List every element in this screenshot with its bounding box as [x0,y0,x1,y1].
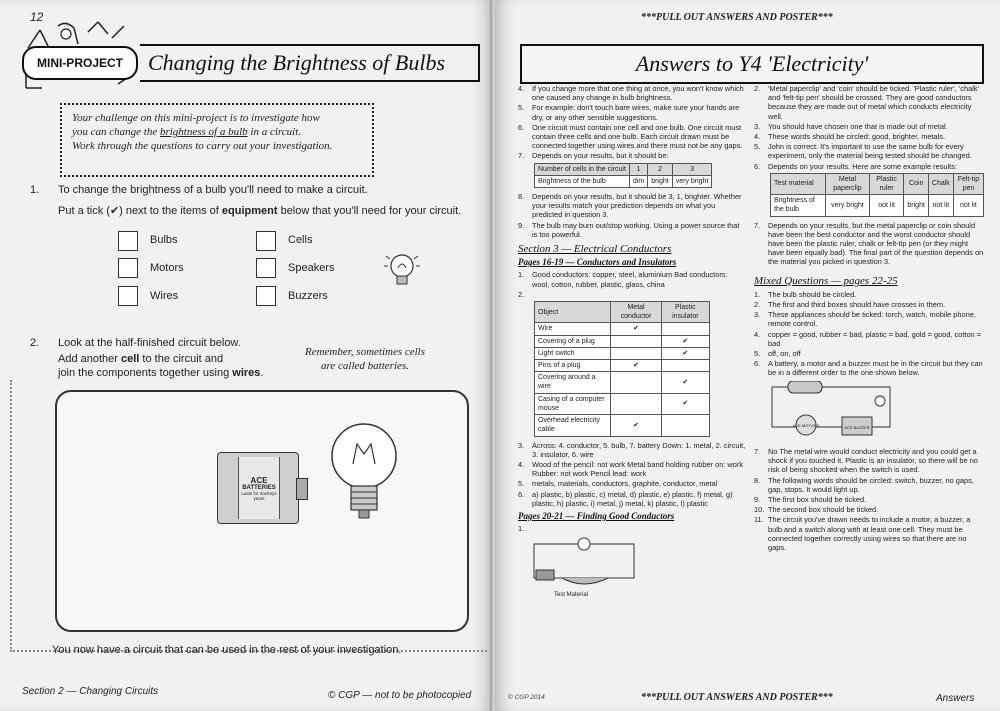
mini-project-badge: MINI-PROJECT [22,46,138,80]
table2-row [535,372,710,393]
answer-text: No The metal wire would conduct electricity and you could get a shock if you touched it. Plastic is an insulator, so there will be no risk of being shocked when the switch is used. [768,446,978,475]
answer-number: 3. [754,310,761,320]
battery-brand: ACE [250,475,268,485]
table2-cell [611,393,661,414]
table2-cell: ✔ [661,372,709,393]
table2-cell: ✔ [611,360,661,372]
answer-item [754,310,984,328]
table1-cell: dim [629,175,647,187]
answer-item [518,524,746,533]
q1-instruction-pre: Put a tick (✔) next to the items of [58,205,222,217]
table2-cell: Casing of a computer mouse [535,393,611,414]
test-material-label: Test Material [554,591,589,598]
answer-item [754,122,984,131]
answer-number: 9. [754,494,761,504]
answer-number: 6. [754,359,761,369]
table2-cell: Covering around a wire [535,372,611,393]
label-cells: Cells [288,234,313,246]
answers-footer: Answers [936,693,975,704]
answer-number: 7. [754,446,761,456]
left-page [0,0,492,711]
challenge-line-2 [72,125,362,139]
table2-cell [611,335,661,347]
question-2-number: 2. [30,337,40,349]
table3-cell: not lit [953,195,983,216]
mixed-questions-heading: Mixed Questions — pages 22-25 [754,274,898,287]
answer-text: A battery, a motor and a buzzer must be in the circuit but they can be in a different order to the one shown below. [768,359,983,378]
answer-item [518,460,746,478]
table2-cell [661,360,709,372]
table2-cell: Covering of a plug [535,335,611,347]
answer-item [518,290,746,299]
table2-cell: ✔ [661,335,709,347]
table2-header: Plastic insulator [661,302,709,323]
answer-text: Depends on your results, but it should be 3, 1, brighter. Whether your results match your prediction depends on what you predicted in question 3. [532,192,742,220]
answer-number: 1. [754,289,761,299]
right-page [496,0,1000,711]
table3-header: Metal paperclip [826,173,870,194]
q2-line2-pre: Add another [58,353,121,365]
answer-number: 8. [754,475,761,485]
table3-cell: bright [904,195,929,216]
tickbox-cells[interactable] [256,231,276,251]
answer-number: 5. [754,349,761,359]
answer-number: 5. [518,479,525,489]
table2-cell: ✔ [611,323,661,335]
answer-item [754,84,984,121]
pages-20-21-heading: Pages 20-21 — Finding Good Conductors [518,510,675,521]
answer-item [754,349,984,358]
table1-cell: bright [648,175,673,187]
table2-cell: ✔ [661,347,709,359]
answer-text: These words should be circled: good, brighter, metals. [768,132,946,142]
pull-out-header: ***PULL OUT ANSWERS AND POSTER*** [641,12,833,23]
table-conductors [534,301,710,436]
page-number: 12 [30,10,44,24]
answer-item [518,441,746,459]
answer-item [518,123,746,151]
tickbox-wires[interactable] [118,286,138,306]
answers-column-2 [754,84,984,553]
answer-number: 11. [754,515,764,525]
table3-header: Coin [904,173,929,194]
copyright: © CGP 2014 [508,694,545,701]
section-3-heading: Section 3 — Electrical Conductors [518,243,672,256]
answer-text [532,290,746,299]
answer-number: 3. [754,121,761,131]
table2-row [535,323,710,335]
answer-text: 'Metal paperclip' and 'coin' should be ticked. 'Plastic ruler', 'chalk' and 'felt-tip pen' should be crossed. They are good conductors because they are made out of metal which conducts electricity well. [768,84,979,121]
q2-line2-post: to the circuit and [139,353,224,365]
tickbox-buzzers[interactable] [256,286,276,306]
table3-header: Felt-tip pen [953,173,983,194]
battery-terminal [296,478,308,500]
battery-slogan: Lasts for donkeys years [241,490,277,501]
remember-note: Remember, sometimes cells are called batteries. [304,346,426,372]
answer-number: 5. [754,142,761,152]
answer-number: 4. [518,84,525,93]
answer-text: These appliances should be ticked: torch, watch, mobile phone, remote control. [768,310,976,329]
final-statement: You now have a circuit that can be used in the rest of your investigation. [52,644,402,656]
motor-buzzer-circuit [768,381,898,443]
table2-header: Object [535,302,611,323]
table3-header: Test material [771,173,826,194]
tickbox-speakers[interactable] [256,258,276,278]
label-wires: Wires [150,290,179,302]
table2-cell [611,347,661,359]
answer-item [754,515,984,552]
answer-text: For example: don't touch bare wires, make sure your hands are dry, or any other sensible suggestions. [532,103,740,122]
answer-text: John is correct. It's important to use the same bulb for every experiment, only the material being tested should be changed. [768,142,972,161]
battery-icon [217,452,299,524]
answer-number: 4. [754,132,761,142]
table1-cell: Brightness of the bulb [535,175,630,187]
motor-label: ACE MOTORS [792,422,820,428]
label-bulbs: Bulbs [150,234,178,246]
answer-text: The second box should be ticked. [768,505,879,515]
page-title: Changing the Brightness of Bulbs [140,44,480,82]
answer-item [754,290,984,299]
table1-header: 1 [629,163,647,175]
question-1-number: 1. [30,184,40,196]
question-2-line-2 [58,352,308,367]
answer-item [754,330,984,348]
table2-row [535,415,710,436]
answer-item [754,476,984,494]
question-2-line-1: Look at the half-finished circuit below. [58,337,241,349]
label-motors: Motors [150,262,184,274]
answer-number: 1. [518,270,525,280]
question-2-line-3 [58,366,308,381]
table2-row [535,360,710,372]
answer-text: The bulb should be circled. [768,289,857,299]
label-buzzers: Buzzers [288,290,328,302]
battery-word: BATTERIES [242,484,276,491]
challenge-line-3: Work through the questions to carry out your investigation. [72,140,333,152]
q2-line3-post: . [260,367,264,379]
answer-number: 4. [518,459,525,469]
answer-item [754,162,984,171]
challenge-line-2-pre: you can change the [72,126,160,138]
answer-number: 2. [754,300,761,310]
table2-cell [661,415,709,436]
answer-number: 10. [754,505,765,515]
pull-out-footer: ***PULL OUT ANSWERS AND POSTER*** [641,692,833,703]
answer-number: 6. [518,489,525,499]
answer-number: 6. [518,122,525,132]
tickbox-motors[interactable] [118,258,138,278]
answer-number: 2. [754,84,761,93]
answer-text: If you change more that one thing at once, you won't know which one caused any change in bulb brightness. [532,84,744,103]
answer-item [518,490,746,508]
challenge-line-1: Your challenge on this mini-project is to investigate how [72,112,320,124]
answer-number: 9. [518,220,525,230]
table2-cell: Overhead electricity cable [535,415,611,436]
pages-16-19-heading: Pages 16-19 — Conductors and Insulators [518,257,677,268]
answer-text: The first and third boxes should have crosses in them. [768,300,946,310]
table3-cell: very bright [826,195,870,216]
answer-item [754,300,984,309]
table1-header: 2 [648,163,673,175]
q2-line3-pre: join the components together using [58,367,233,379]
table2-cell: ✔ [661,393,709,414]
challenge-underlined: brightness of a bulb [159,126,248,138]
answer-item [518,84,746,102]
bulb-icon [319,414,409,534]
answer-item [518,103,746,121]
q2-line2-bold: cell [121,353,140,365]
q1-instruction-bold: equipment [221,205,278,217]
answer-number: 7. [518,151,525,161]
answer-item [754,505,984,514]
answer-text: The circuit you've drawn needs to include a motor, a buzzer, a bulb and a switch along with at least one cell. They must be connected together correctly using wires so that there are no gaps. [768,515,971,552]
answer-item [518,479,746,488]
circuit-drawing-area[interactable] [55,390,469,632]
answer-text: The bulb may burn out/stop working. Using a power source that is too powerful. [532,220,740,239]
label-speakers: Speakers [288,262,335,274]
answer-text [532,524,746,533]
answer-text: Depends on your results, but the metal paperclip or coin should have been the best conductor and the worst conductor should have been the plastic ruler, chalk or felt-tip pen (or they might have been equally bad). The final part of the question depends on the material you picked in question 3. [768,220,984,267]
table2-row [535,347,710,359]
table2-row [535,335,710,347]
table1-header: Number of cells in the circuit [535,163,630,175]
left-footer-copyright: © CGP — not to be photocopied [328,690,472,701]
tickbox-bulbs[interactable] [118,231,138,251]
answer-text: The following words should be circled: switch, buzzer, no gaps, gap, stops. It would light up. [768,475,974,494]
table2-cell: Light switch [535,347,611,359]
table3-cell: not lit [869,195,904,216]
table2-header: Metal conductor [611,302,661,323]
answer-number: 5. [518,103,525,113]
answer-text: You should have chosen one that is made out of metal. [768,121,948,131]
left-footer-section: Section 2 — Changing Circuits [22,686,159,697]
table2-cell: Wire [535,323,611,335]
table2-row [535,393,710,414]
answer-number: 6. [754,161,761,171]
answer-item [518,221,746,239]
table3-header: Plastic ruler [869,173,904,194]
table-test-materials [770,173,984,217]
answer-number: 8. [518,192,525,202]
q1-instruction-post: below that you'll need for your circuit. [277,205,462,217]
answer-item [754,142,984,160]
answer-item [518,151,746,160]
answers-column-1 [518,84,746,600]
answer-text: metals, materials, conductors, graphite, conductor, metal [532,479,718,489]
small-bulb-icon [380,248,424,292]
test-circuit-diagram [528,534,648,592]
table2-cell [611,372,661,393]
answer-text: a) plastic, b) plastic, c) metal, d) plastic, e) plastic, f) metal, g) plastic, h) plastic, i) metal, j) metal, k) plastic, l) plastic [532,489,733,508]
answer-text: Depends on your results, but it should be: [532,151,669,161]
answer-number: 2. [518,289,525,299]
answer-item [518,270,746,288]
answer-text: copper = good, rubber = bad, plastic = bad, gold = good, cotton = bad [768,329,982,348]
table1-header: 3 [672,163,712,175]
question-1-text: To change the brightness of a bulb you'll need to make a circuit. [58,184,368,196]
answer-number: 1. [518,524,525,534]
answer-number: 7. [754,220,761,230]
answer-item [754,132,984,141]
question-1-instruction [58,204,478,219]
answer-item [754,359,984,377]
q2-line3-bold: wires [232,367,261,379]
table2-cell [661,323,709,335]
challenge-box [60,103,374,177]
answer-text: off, on, off [768,349,801,359]
table2-cell: ✔ [611,415,661,436]
answer-text: The first box should be ticked. [768,494,867,504]
answer-item [754,447,984,475]
answer-text: Good conductors: copper, steel, aluminium Bad conductors: wool, cotton, rubber, plastic, glass, china [532,270,728,289]
answer-item [518,192,746,220]
answer-item [754,221,984,267]
table3-cell: Brightness of the bulb [771,195,826,216]
answer-number: 3. [518,440,525,450]
answer-number: 4. [754,329,761,339]
table-cells-brightness [534,163,712,188]
table1-cell: very bright [672,175,712,187]
table2-cell: Pins of a plug [535,360,611,372]
buzzer-label: ACE BUZZER [844,424,870,430]
answer-item [754,495,984,504]
battery-label-area [238,457,280,519]
answer-text: One circuit must contain one cell and one bulb. One circuit must contain three cells and one bulb. Each circuit drawn must be connected together using wires and there must not be any gaps. [532,122,743,151]
answer-text: Across: 4. conductor, 5. bulb, 7. battery Down: 1. metal, 2. circuit, 3. insulator, 6. wire [532,440,746,459]
table3-header: Chalk [928,173,953,194]
challenge-line-2-post: in a circuit. [247,126,302,138]
table3-cell: not lit [928,195,953,216]
answers-title: Answers to Y4 'Electricity' [520,44,984,84]
answer-text: Wood of the pencil: not work Metal band holding rubber on: work Rubber: not work Pencil lead: work [532,459,744,479]
answer-text: Depends on your results. Here are some example results: [768,161,957,171]
